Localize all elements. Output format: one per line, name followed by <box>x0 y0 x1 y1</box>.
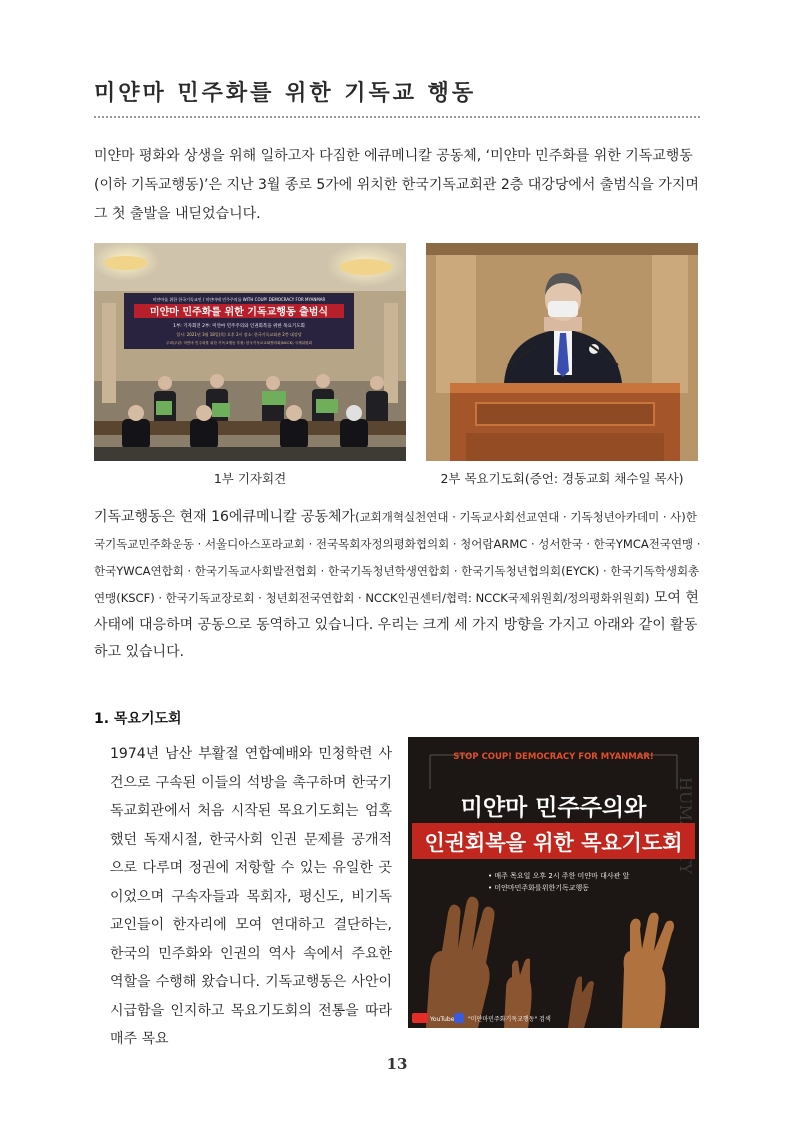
section-body-text: 1974년 남산 부활절 연합예배와 민청학련 사건으로 구속된 이들의 석방을 촉구하며 한국기독교회관에서 처음 시작된 목요기도회는 엄혹했던 독재시절, 한국사회 인권 문제를 공개적으로 다루며 정권에 저항할 수 있는 유일한 곳이었으며 구속자들과 목회자, 평신도, 비기독교인들이 한자리에 모여 연대하고 결단하는, 한국의 민주화와 인권의 역사 속에서 주요한 역할을 수행해 왔습니다. 기독교행동은 사안이 시급함을 인지하고 목요기도회의 전통을 따라 매주 목요 <box>110 746 392 1047</box>
banner-info: 일시: 2021년 3월 18일(목) 오후 2시 장소: 한국기독교회관 2층 대강당 <box>176 332 302 337</box>
section-heading-thursday-prayer: 1. 목요기도회 <box>94 711 182 727</box>
dotted-divider <box>94 116 700 118</box>
banner-sub: 1부: 기자회견 2부: 미얀마 민주주의와 인권회복을 위한 목요기도회 <box>173 324 305 329</box>
page-number: 13 <box>386 1055 408 1073</box>
prayer-meeting-photo <box>426 243 698 461</box>
left-photo-caption: 1부 기자회견 <box>213 471 287 486</box>
thursday-prayer-poster <box>408 737 699 1028</box>
poster-bullet-1: • 매주 목요일 오후 2시 주한 미얀마 대사관 앞 <box>488 872 630 880</box>
press-conference-photo <box>94 243 406 461</box>
poster-youtube-label: YouTube <box>430 1016 455 1023</box>
poster-title-line1: 미얀마 민주주의와 <box>460 795 647 821</box>
banner-top-text: 미얀마를 위한 한국기독교인 / 미얀마에 민주주의를 WITH COUP! DEMOCRACY FOR MYANMAR <box>152 297 326 302</box>
banner-title: 미얀마 민주화를 위한 기독교행동 출범식 <box>149 307 329 318</box>
poster-search-label: "미얀마민주화기독교행동" 검색 <box>468 1016 551 1023</box>
member-organizations: (교회개혁실천연대 · 기독교사회선교연대 · 기독청년아카데미 · 사)한국기독교민주화운동 · 서울디아스포라교회 · 전국목회자정의평화협의회 · 청어람ARMC · 성서한국 · 한국YMCA전국연맹 · 한국YWCA연합회 · 한국기독교사회발전협회 · 한국기독청년학생연합회 · 한국기독청년협의회(EYCK) · 한국기독학생회총연맹(KSCF) · 한국기독교장로회 · 청년회전국연합회 · NCCK인권센터/협력: NCCK국제위원회/정의평화위원회) <box>94 510 701 605</box>
poster-bullet-2: • 미얀마민주화를위한기독교행동 <box>488 884 590 892</box>
page-title: 미얀마 민주화를 위한 기독교 행동 <box>94 81 477 106</box>
members-paragraph <box>94 504 706 666</box>
banner-org: 주최/주관: 미얀마 민주화를 위한 기독교행동 후원: 한국기독교교회협의회(NCCK) 국제위원회 <box>166 341 312 345</box>
poster-title-line2: 인권회복을 위한 목요기도회 <box>424 831 683 855</box>
poster-top-text: STOP COUP! DEMOCRACY FOR MYANMAR! <box>453 752 654 762</box>
members-tail: 모여 현 사태에 대응하며 공동으로 동역하고 있습니다. 우리는 크게 세 가지 방향을 가지고 아래와 같이 활동하고 있습니다. <box>94 590 699 660</box>
right-photo-caption: 2부 목요기도회(증언: 경동교회 채수일 목사) <box>440 471 684 486</box>
members-lead: 기독교행동은 현재 16에큐메니칼 공동체가 <box>94 509 356 525</box>
intro-paragraph: 미얀마 평화와 상생을 위해 일하고자 다짐한 에큐메니칼 공동체, ‘미얀마 민주화를 위한 기독교행동(이하 기독교행동)’은 지난 3월 종로 5가에 위치한 한국기독교회관 2층 대강당에서 출범식을 가지며 그 첫 출발을 내딛었습니다. <box>94 148 699 222</box>
